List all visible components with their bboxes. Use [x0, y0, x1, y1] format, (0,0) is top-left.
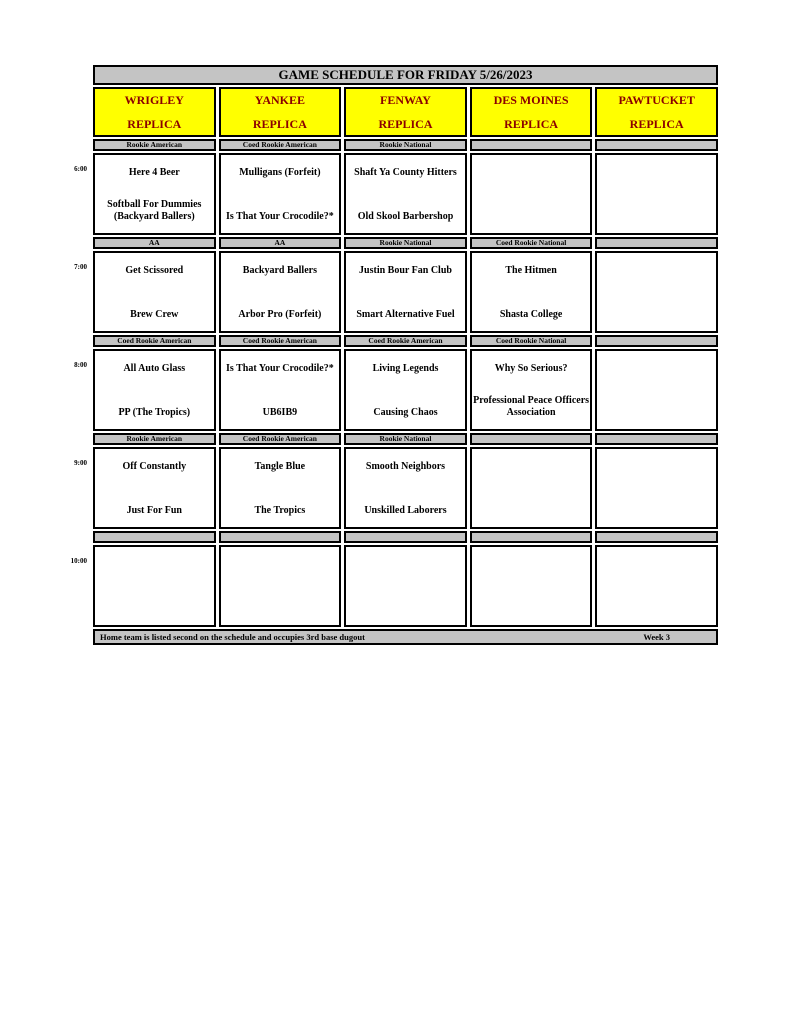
home-team: Old Skool Barbershop	[357, 211, 454, 222]
division-cell	[595, 335, 718, 347]
home-team: Unskilled Laborers	[364, 505, 447, 516]
week-label: Week 3	[643, 632, 670, 642]
away-team: Why So Serious?	[494, 363, 568, 374]
game-cell	[470, 153, 593, 235]
game-cell	[219, 545, 342, 627]
field-name: YANKEE	[254, 92, 306, 107]
division-cell	[470, 433, 593, 445]
away-team: Tangle Blue	[254, 461, 306, 472]
footer-bar	[93, 629, 718, 645]
home-team: PP (The Tropics)	[118, 407, 191, 418]
division-cell	[344, 531, 467, 543]
time-label-1000: 10:00	[70, 557, 87, 565]
field-sub: REPLICA	[252, 116, 307, 131]
division-cell	[93, 531, 216, 543]
footer-note: Home team is listed second on the schedule and occupies 3rd base dugout	[100, 632, 365, 642]
field-header-wrigley	[93, 87, 216, 137]
division-cell: Coed Rookie National	[470, 237, 593, 249]
game-cell	[219, 153, 342, 235]
away-team: All Auto Glass	[123, 363, 186, 374]
away-team: Living Legends	[372, 363, 439, 374]
division-cell	[219, 531, 342, 543]
field-name: DES MOINES	[493, 92, 569, 107]
division-cell: AA	[219, 237, 342, 249]
field-sub: REPLICA	[127, 116, 182, 131]
home-team: Causing Chaos	[373, 407, 438, 418]
division-cell: Rookie National	[344, 139, 467, 151]
division-cell	[470, 139, 593, 151]
division-cell	[595, 139, 718, 151]
game-cell	[344, 251, 467, 333]
division-cell: Coed Rookie American	[219, 335, 342, 347]
field-sub: REPLICA	[378, 116, 433, 131]
game-cell	[344, 545, 467, 627]
division-cell: Rookie American	[93, 433, 216, 445]
game-cell	[470, 251, 593, 333]
time-label-600: 6:00	[74, 165, 87, 173]
game-cell	[219, 251, 342, 333]
game-cell	[219, 447, 342, 529]
game-cell	[93, 349, 216, 431]
game-cell	[344, 349, 467, 431]
field-sub: REPLICA	[629, 116, 684, 131]
field-header-yankee	[219, 87, 342, 137]
game-cell	[595, 447, 718, 529]
division-cell	[470, 531, 593, 543]
away-team: Shaft Ya County Hitters	[354, 167, 457, 178]
game-cell	[93, 153, 216, 235]
time-label-900: 9:00	[74, 459, 87, 467]
game-cell	[595, 153, 718, 235]
home-team: Smart Alternative Fuel	[356, 309, 455, 320]
game-cell	[470, 349, 593, 431]
field-sub: REPLICA	[504, 116, 559, 131]
division-cell: Coed Rookie American	[219, 139, 342, 151]
home-team: Professional Peace Officers Association	[473, 395, 590, 418]
home-team: Shasta College	[499, 309, 563, 320]
game-cell	[93, 251, 216, 333]
schedule-grid	[93, 87, 718, 627]
home-team: Just For Fun	[126, 505, 182, 516]
time-label-700: 7:00	[74, 263, 87, 271]
division-cell: Rookie National	[344, 237, 467, 249]
home-team: Softball For Dummies (Backyard Ballers)	[107, 199, 202, 222]
field-header-pawtucket	[595, 87, 718, 137]
game-cell	[344, 447, 467, 529]
division-cell: Coed Rookie American	[219, 433, 342, 445]
game-cell	[219, 349, 342, 431]
game-cell	[470, 545, 593, 627]
game-schedule-table	[70, 65, 718, 645]
field-name: FENWAY	[380, 92, 431, 107]
away-team: Here 4 Beer	[128, 167, 180, 178]
away-team: Get Scissored	[125, 265, 184, 276]
away-team: Is That Your Crocodile?*	[226, 363, 334, 374]
game-cell	[595, 349, 718, 431]
field-header-fenway	[344, 87, 467, 137]
division-cell: AA	[93, 237, 216, 249]
game-cell	[595, 251, 718, 333]
game-cell	[93, 447, 216, 529]
away-team: Smooth Neighbors	[365, 461, 446, 472]
division-cell	[595, 531, 718, 543]
game-cell	[470, 447, 593, 529]
home-team: Brew Crew	[130, 309, 179, 320]
division-cell	[595, 237, 718, 249]
away-team: Backyard Ballers	[242, 265, 317, 276]
time-label-800: 8:00	[74, 361, 87, 369]
away-team: Off Constantly	[122, 461, 187, 472]
away-team: Justin Bour Fan Club	[359, 265, 452, 276]
home-team: The Tropics	[254, 505, 306, 516]
away-team: The Hitmen	[505, 265, 557, 276]
away-team: Mulligans (Forfeit)	[239, 167, 321, 178]
schedule-title: GAME SCHEDULE FOR FRIDAY 5/26/2023	[93, 65, 718, 85]
game-cell	[93, 545, 216, 627]
division-cell: Coed Rookie National	[470, 335, 593, 347]
game-cell	[344, 153, 467, 235]
field-name: WRIGLEY	[124, 92, 184, 107]
field-name: PAWTUCKET	[618, 92, 695, 107]
home-team: UB6IB9	[262, 407, 298, 418]
game-cell	[595, 545, 718, 627]
home-team: Arbor Pro (Forfeit)	[238, 309, 322, 320]
home-team: Is That Your Crocodile?*	[226, 211, 334, 222]
division-cell: Rookie American	[93, 139, 216, 151]
field-header-des-moines	[470, 87, 593, 137]
division-cell	[595, 433, 718, 445]
division-cell: Coed Rookie American	[93, 335, 216, 347]
division-cell: Rookie National	[344, 433, 467, 445]
division-cell: Coed Rookie American	[344, 335, 467, 347]
